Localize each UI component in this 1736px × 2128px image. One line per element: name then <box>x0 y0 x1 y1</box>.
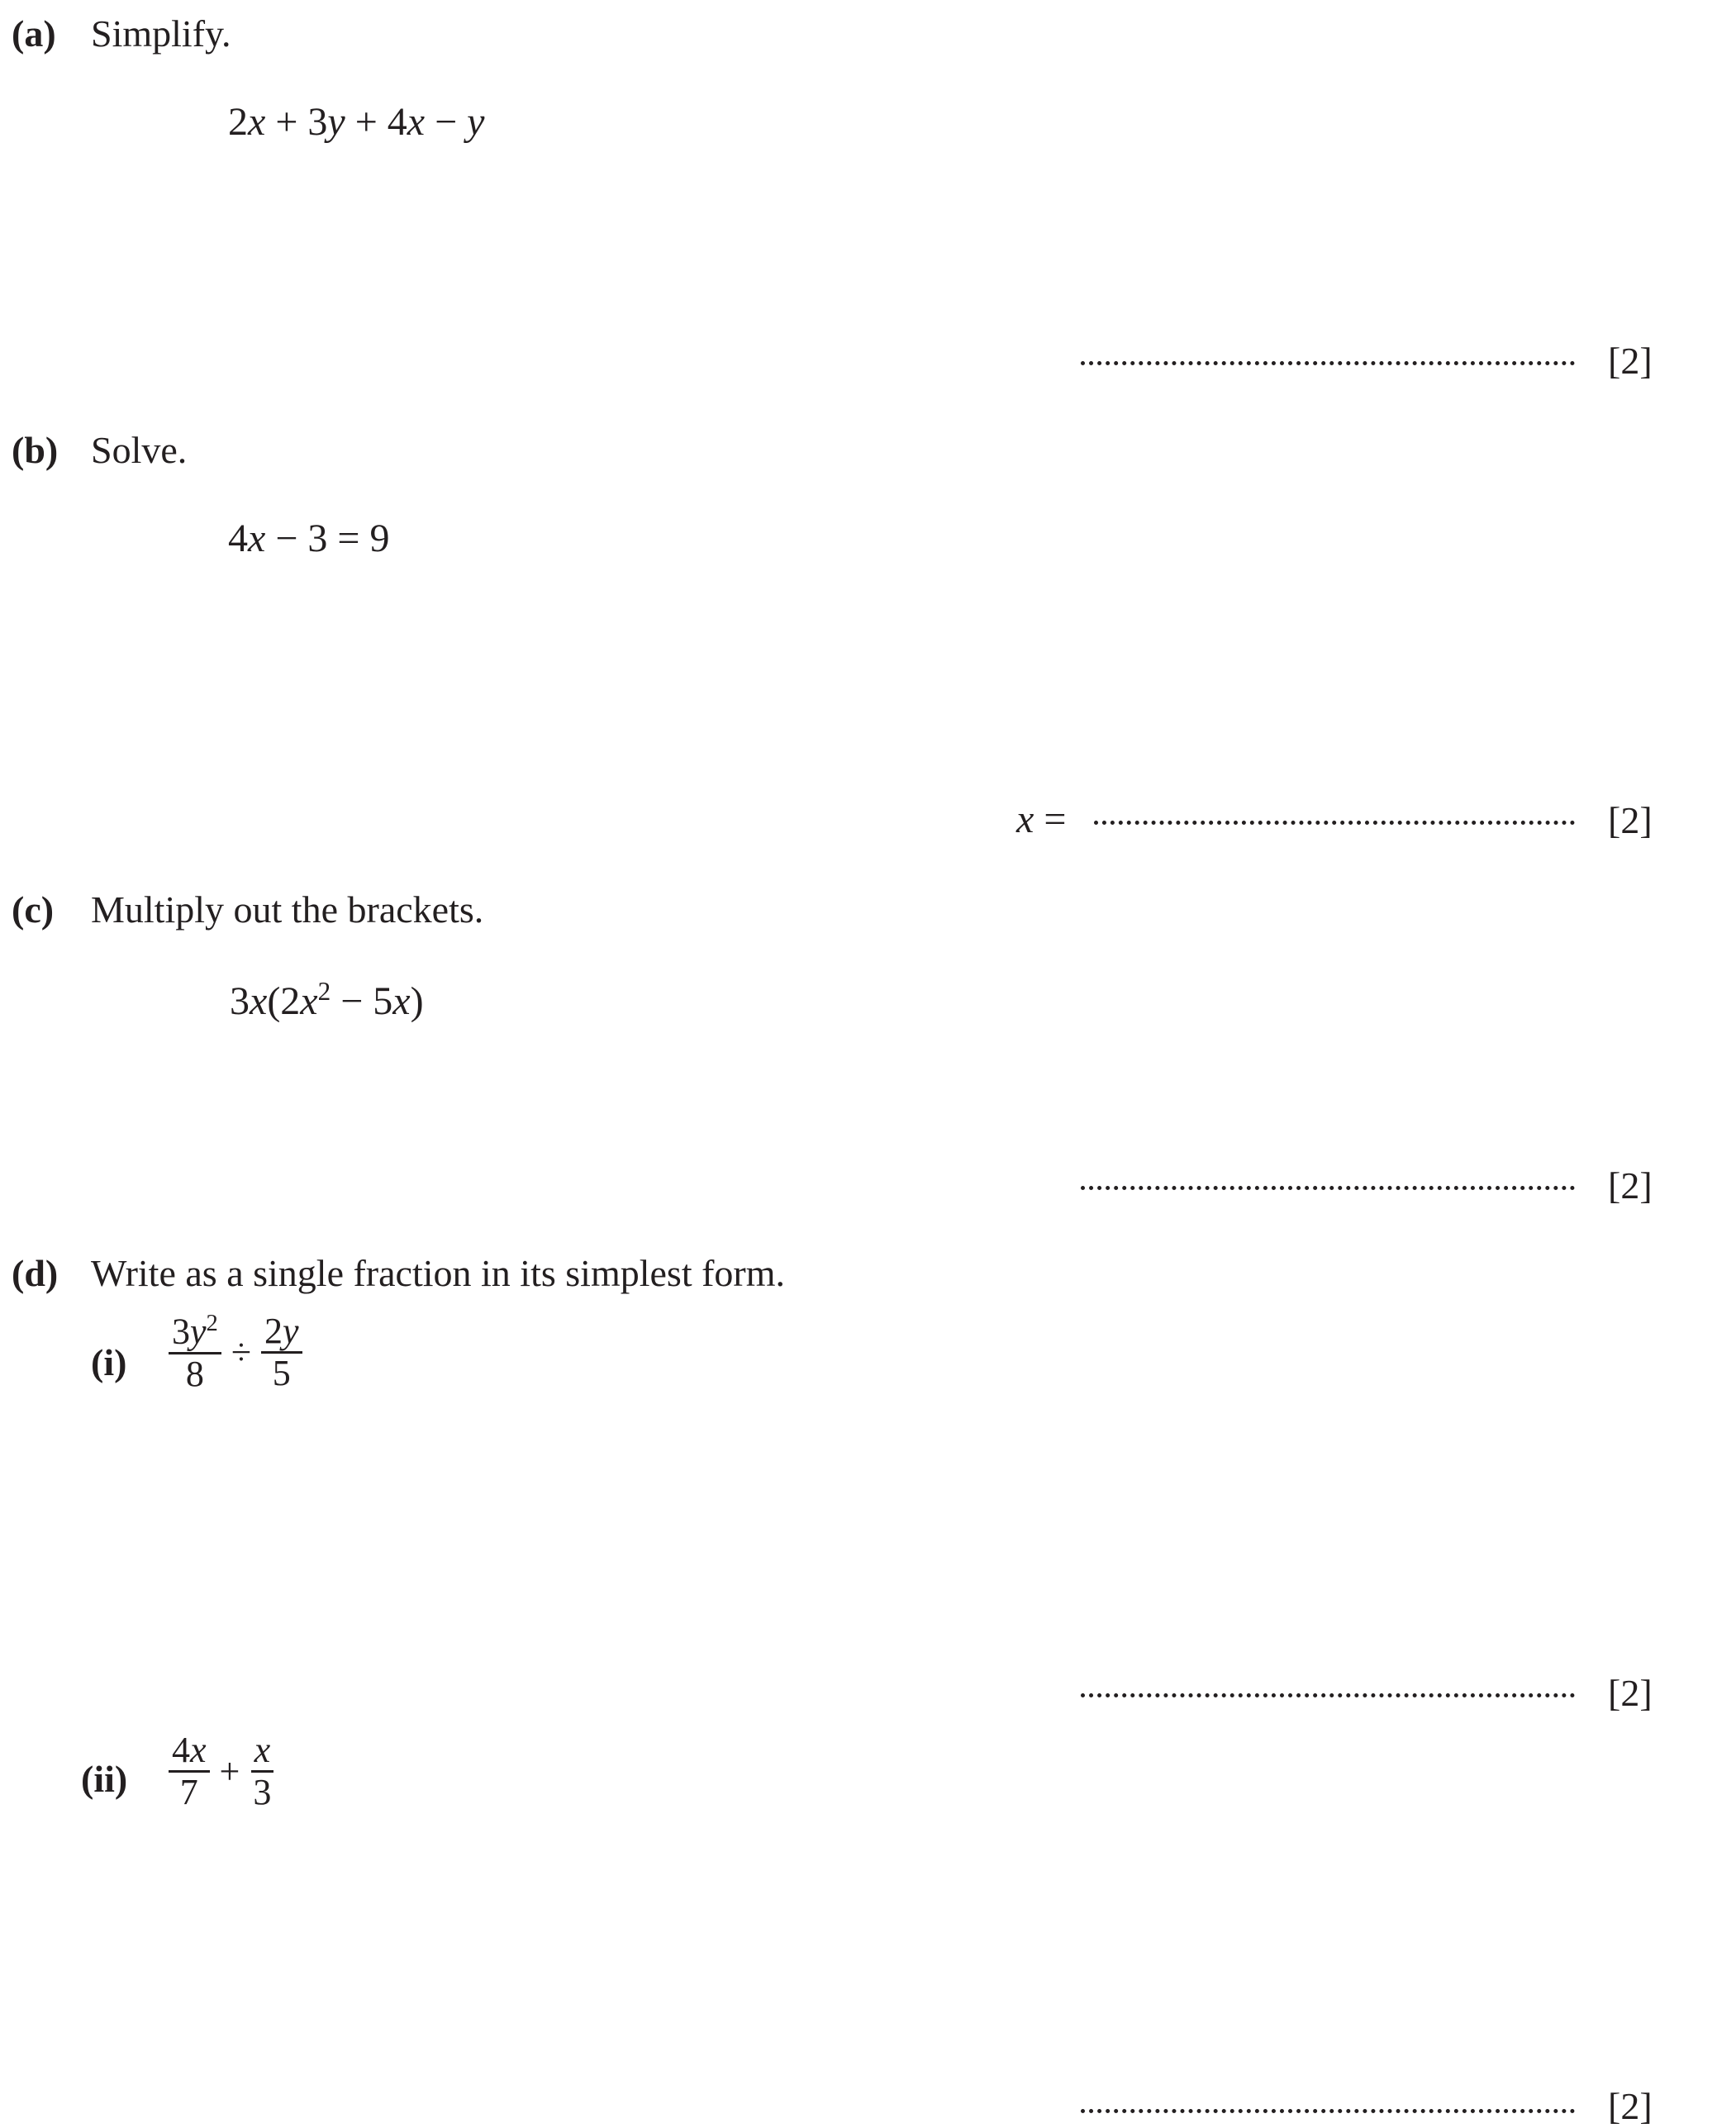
part-b-marks: [2] <box>1608 799 1653 841</box>
part-c-marks: [2] <box>1608 1164 1653 1207</box>
divide-operator: ÷ <box>231 1331 251 1373</box>
part-d-i-expression <box>169 1312 302 1392</box>
part-d-instruction: Write as a single fraction in its simplest form. <box>91 1252 786 1294</box>
part-b-expression: 4x − 3 = 9 <box>228 517 390 560</box>
part-b-answer-line[interactable] <box>1094 821 1575 825</box>
part-c-expression: $3x(2x^2 - 5x)$ <box>230 977 424 1023</box>
part-a-label: (a) <box>12 12 56 55</box>
part-d-label: (d) <box>12 1252 59 1294</box>
part-b-label: (b) <box>12 429 59 471</box>
part-b-instruction: Solve. <box>91 429 188 471</box>
part-a-expression: 2x + 3y + 4x − y <box>228 100 485 144</box>
part-a-answer-line[interactable] <box>1081 361 1575 365</box>
part-d-ii-marks: [2] <box>1608 2085 1653 2127</box>
fraction-1: $\frac{4x}{7}$ <box>169 1732 210 1811</box>
part-d-ii-expression <box>169 1732 274 1811</box>
fraction-2: $\frac{2y}{5}$ <box>261 1313 302 1392</box>
part-c-answer-line[interactable] <box>1081 1186 1575 1190</box>
part-a-marks: [2] <box>1608 340 1653 382</box>
fraction-1: $\frac{3y^2}{8}$ <box>169 1312 221 1392</box>
part-c-instruction: Multiply out the brackets. <box>91 888 484 931</box>
plus-operator: + <box>219 1751 240 1792</box>
part-d-i-label: (i) <box>91 1341 127 1383</box>
part-d-i-marks: [2] <box>1608 1672 1653 1714</box>
part-d-i-answer-line[interactable] <box>1081 1693 1575 1697</box>
part-a-instruction: Simplify. <box>91 12 231 55</box>
fraction-2: $\frac{x}{3}$ <box>250 1732 274 1811</box>
part-d-ii-label: (ii) <box>81 1758 128 1800</box>
part-b-answer-prefix: x = <box>1016 797 1067 841</box>
part-d-ii-answer-line[interactable] <box>1081 2109 1575 2113</box>
part-c-label: (c) <box>12 888 55 931</box>
